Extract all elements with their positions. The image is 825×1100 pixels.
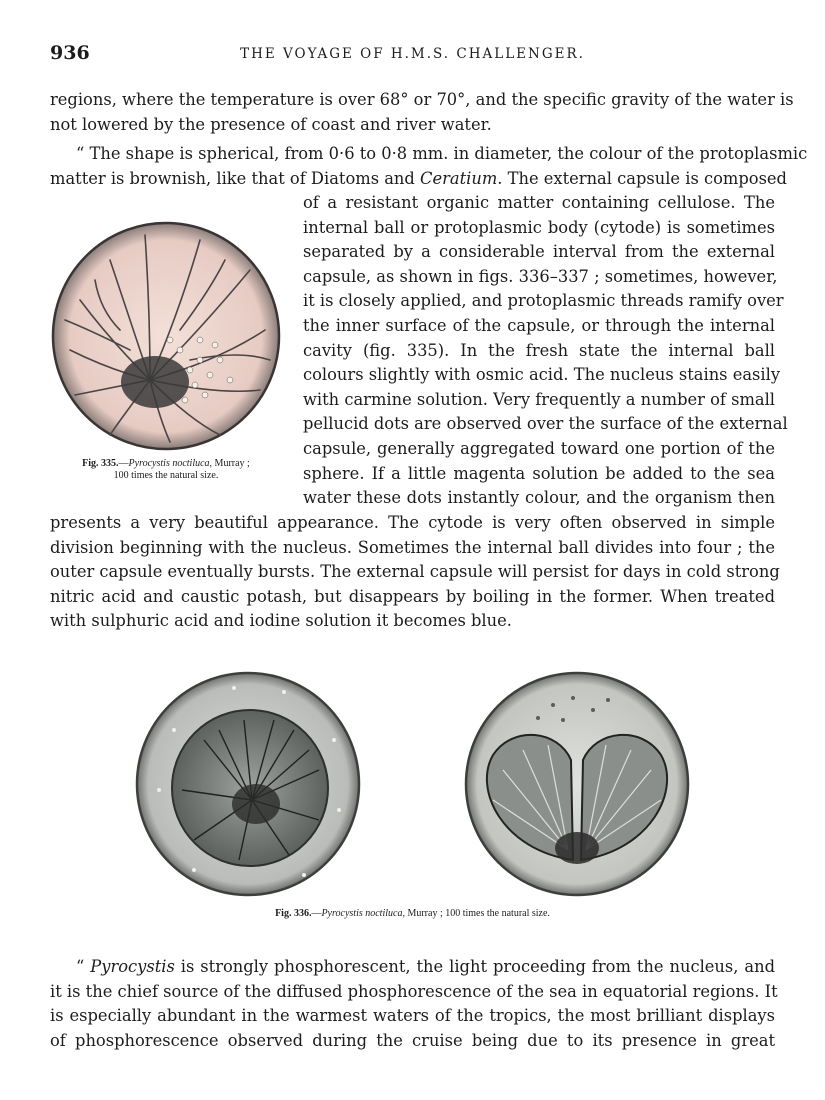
text-line: presents a very beautiful appearance. The cytode is very often observed in simple xyxy=(50,513,775,532)
paragraph-2-wrap xyxy=(303,191,788,511)
caption-rest: , Murray ; 100 times the natural size. xyxy=(402,908,550,919)
text-line: regions, where the temperature is over 68° or 70°, and the specific gravity of the water is xyxy=(50,90,794,109)
page-header xyxy=(50,42,775,68)
text-line: it is the chief source of the diffused phosphorescence of the sea in equatorial regions. It xyxy=(50,981,778,1001)
figure-label: Fig. 335. xyxy=(82,458,119,469)
page-number: 936 xyxy=(50,42,90,64)
species-name: Pyrocystis noctiluca xyxy=(128,458,210,469)
text-segment: is strongly phosphorescent, the light proceeding from the nucleus, and xyxy=(174,957,776,976)
nucleus xyxy=(121,356,189,408)
paragraph-1 xyxy=(50,88,794,137)
text-line: nitric acid and caustic potash, but disappears by boiling in the former. When treated xyxy=(50,586,775,606)
text-line: is especially abundant in the warmest waters of the tropics, the most brilliant displays xyxy=(50,1006,775,1026)
cell-capsule xyxy=(53,223,279,449)
figure-335-caption xyxy=(50,458,282,482)
species-name: Pyrocystis noctiluca xyxy=(321,908,403,919)
paragraph-2-bottom xyxy=(50,511,780,634)
text-segment: matter is brownish, like that of Diatoms and xyxy=(50,168,421,188)
text-line: internal ball or protoplasmic body (cytode) is sometimes xyxy=(303,217,775,237)
caption-dash: — xyxy=(311,908,322,919)
caption-dash: — xyxy=(118,458,129,469)
text-line: capsule, as shown in figs. 336–337 ; sometimes, however, xyxy=(303,266,778,286)
text-line: water these dots instantly colour, and the organism then xyxy=(303,488,775,508)
text-line xyxy=(50,955,775,980)
running-title: THE VOYAGE OF H.M.S. CHALLENGER. xyxy=(240,46,585,62)
genus-name: Pyrocystis xyxy=(90,957,175,976)
figure-label: Fig. 336. xyxy=(275,908,312,919)
figure-335-illustration xyxy=(50,220,282,452)
text-line: with sulphuric acid and iodine solution it becomes blue. xyxy=(50,611,512,631)
text-line: of phosphorescence observed during the cruise being due to its presence in great xyxy=(50,1030,775,1050)
figure-336-left-illustration xyxy=(134,670,362,898)
text-line: “ The shape is spherical, from 0·6 to 0·8 mm. in diameter, the colour of the protoplasmic xyxy=(76,144,808,163)
text-segment: . The external capsule is composed xyxy=(497,168,787,188)
text-line: with carmine solution. Very frequently a number of small xyxy=(303,389,776,409)
text-line: outer capsule eventually bursts. The external capsule will persist for days in cold strong xyxy=(50,562,780,582)
text-line: the inner surface of the capsule, or through the internal xyxy=(303,315,775,335)
text-line: it is closely applied, and protoplasmic threads ramify over xyxy=(303,291,784,311)
caption-scale: 100 times the natural size. xyxy=(113,470,219,481)
text-line: capsule, generally aggregated toward one portion of the xyxy=(303,438,775,458)
figure-336-caption xyxy=(134,908,691,920)
nucleus xyxy=(555,832,599,864)
text-line: sphere. If a little magenta solution be added to the sea xyxy=(303,463,775,483)
text-line: colours slightly with osmic acid. The nucleus stains easily xyxy=(303,365,781,385)
paragraph-3 xyxy=(50,955,778,1053)
text-line: separated by a considerable interval from the external xyxy=(303,242,775,262)
nucleus xyxy=(232,784,280,824)
text-line: of a resistant organic matter containing cellulose. The xyxy=(303,193,775,212)
text-line xyxy=(50,167,787,192)
caption-author: , Murray ; xyxy=(209,458,250,469)
paragraph-2-top xyxy=(50,142,808,191)
text-line: cavity (fig. 335). In the fresh state the internal ball xyxy=(303,340,775,360)
figure-336-right-illustration xyxy=(463,670,691,898)
text-line: division beginning with the nucleus. Sometimes the internal ball divides into four ; the xyxy=(50,537,775,557)
text-line: not lowered by the presence of coast and river water. xyxy=(50,114,492,134)
text-line: pellucid dots are observed over the surface of the external xyxy=(303,414,788,434)
quote-open: “ xyxy=(76,957,91,976)
genus-name: Ceratium xyxy=(420,168,498,188)
